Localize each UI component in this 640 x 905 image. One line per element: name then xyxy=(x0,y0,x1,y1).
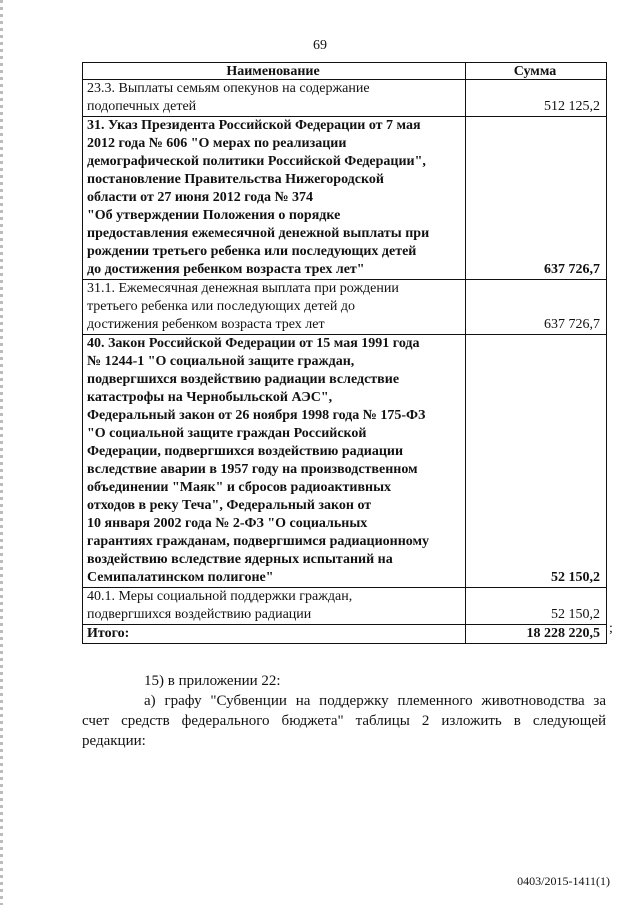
row-name-line: демографической политики Российской Федерации", xyxy=(87,154,426,169)
table-trailing-semicolon: ; xyxy=(609,621,613,636)
row-name-line: 2012 года № 606 "О мерах по реализации xyxy=(87,136,347,151)
paragraph-item-15: 15) в приложении 22: xyxy=(144,673,281,689)
row-sum: 512 125,2 xyxy=(466,80,607,117)
row-name-line: подвергшихся воздействию радиации вследствие xyxy=(87,372,400,387)
row-name-line: 31. Указ Президента Российской Федерации от 7 мая xyxy=(87,118,421,133)
row-name-line: подопечных детей xyxy=(87,99,197,114)
row-name-line: объединении "Маяк" и сбросов радиоактивных xyxy=(87,480,392,495)
budget-table xyxy=(82,62,607,644)
header-name: Наименование xyxy=(83,63,466,80)
header-sum: Сумма xyxy=(466,63,607,80)
page-number: 69 xyxy=(313,38,327,53)
row-name-line: 40.1. Меры социальной поддержки граждан, xyxy=(87,589,353,604)
row-name-line: воздействию вследствие ядерных испытаний на xyxy=(87,552,393,567)
row-40-1 xyxy=(83,588,607,625)
row-name-line: Федерации, подвергшихся воздействию радиации xyxy=(87,444,404,459)
row-name-line: области от 27 июня 2012 года № 374 xyxy=(87,190,314,205)
table-header-row xyxy=(83,63,607,80)
row-40 xyxy=(83,335,607,588)
row-name-line: предоставления ежемесячной денежной выплаты при xyxy=(87,226,430,241)
total-label xyxy=(83,625,466,644)
row-name-line: гарантиях гражданам, подвергшимся радиационному xyxy=(87,534,430,549)
row-name-line: Федеральный закон от 26 ноября 1998 года № 175-ФЗ xyxy=(87,408,426,423)
row-name-line: Итого: xyxy=(87,626,130,641)
row-name-line: 40. Закон Российской Федерации от 15 мая 1991 года xyxy=(87,336,420,351)
row-name-line: отходов в реку Теча", Федеральный закон от xyxy=(87,498,372,513)
row-name-line: 10 января 2002 года № 2-ФЗ "О социальных xyxy=(87,516,368,531)
row-name xyxy=(83,588,466,625)
row-name xyxy=(83,280,466,335)
document-code: 0403/2015-1411(1) xyxy=(517,874,610,888)
row-name-line: рождении третьего ребенка или последующих детей xyxy=(87,244,417,259)
row-name-line: Семипалатинском полигоне" xyxy=(87,570,274,585)
paragraph-line: а) графу "Субвенции на поддержку племенного животноводства за xyxy=(144,693,606,709)
row-name xyxy=(83,117,466,280)
row-sum: 637 726,7 xyxy=(466,280,607,335)
paragraph-item-a xyxy=(82,691,606,751)
paragraph-line: редакции: xyxy=(82,733,146,749)
row-name-line: "Об утверждении Положения о порядке xyxy=(87,208,341,223)
row-name-line: № 1244-1 "О социальной защите граждан, xyxy=(87,354,355,369)
row-name-line: до достижения ребенком возраста трех лет" xyxy=(87,262,365,277)
row-31 xyxy=(83,117,607,280)
row-name-line: вследствие аварии в 1957 году на производственном xyxy=(87,462,418,477)
row-total xyxy=(83,625,607,644)
row-sum: 52 150,2 xyxy=(466,588,607,625)
row-sum: 637 726,7 xyxy=(466,117,607,280)
row-name-line: 23.3. Выплаты семьям опекунов на содержание xyxy=(87,81,370,96)
row-name-line: 31.1. Ежемесячная денежная выплата при рождении xyxy=(87,281,399,296)
row-name-line: достижения ребенком возраста трех лет xyxy=(87,317,325,332)
row-name-line: постановление Правительства Нижегородской xyxy=(87,172,384,187)
row-sum: 52 150,2 xyxy=(466,335,607,588)
total-sum: 18 228 220,5 xyxy=(466,625,607,644)
row-name xyxy=(83,335,466,588)
row-name-line: третьего ребенка или последующих детей до xyxy=(87,299,355,314)
page-edge-shadow xyxy=(0,0,3,905)
row-23-3 xyxy=(83,80,607,117)
row-31-1 xyxy=(83,280,607,335)
row-name-line: катастрофы на Чернобыльской АЭС", xyxy=(87,390,333,405)
row-name xyxy=(83,80,466,117)
paragraph-line: счет средств федерального бюджета" таблицы 2 изложить в следующей xyxy=(82,713,606,729)
row-name-line: "О социальной защите граждан Российской xyxy=(87,426,367,441)
row-name-line: подвергшихся воздействию радиации xyxy=(87,607,312,622)
